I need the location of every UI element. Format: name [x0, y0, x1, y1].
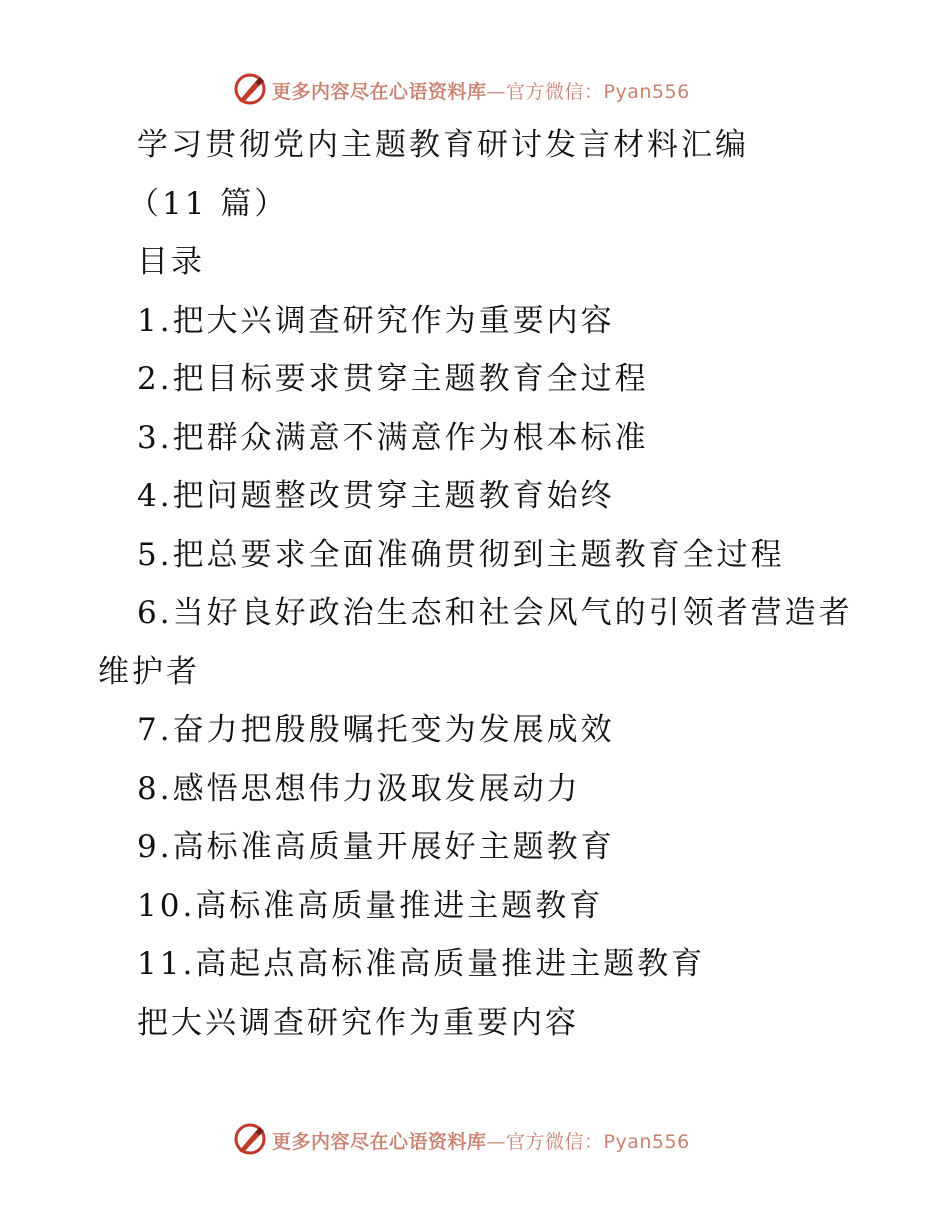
toc-item: 2.把目标要求贯穿主题教育全过程 [137, 361, 649, 397]
toc-item: 4.把问题整改贯穿主题教育始终 [137, 478, 615, 514]
banner-wechat-id: Pyan556 [603, 1131, 690, 1153]
footer-banner [0, 1120, 950, 1160]
banner-text [272, 1127, 690, 1154]
banner-main-text: 更多内容尽在心语资料库 [272, 1131, 487, 1153]
banner-separator: — [486, 81, 507, 103]
header-banner [0, 70, 950, 110]
pen-logo-icon [233, 1122, 267, 1156]
document-title: 学习贯彻党内主题教育研讨发言材料汇编 [137, 127, 749, 163]
toc-item: 11.高起点高标准高质量推进主题教育 [137, 946, 706, 982]
toc-heading: 目录 [137, 244, 205, 280]
banner-wechat-label: 官方微信： [506, 81, 604, 103]
toc-item: 8.感悟思想伟力汲取发展动力 [137, 771, 581, 807]
banner-wechat-label: 官方微信： [506, 1131, 604, 1153]
banner-main-text: 更多内容尽在心语资料库 [272, 81, 487, 103]
toc-item-continuation: 维护者 [98, 654, 200, 690]
banner-separator: — [486, 1131, 507, 1153]
banner-wechat-id: Pyan556 [603, 81, 690, 103]
pen-logo-icon [233, 72, 267, 106]
section-heading: 把大兴调查研究作为重要内容 [137, 1005, 579, 1041]
toc-item: 3.把群众满意不满意作为根本标准 [137, 420, 649, 456]
toc-item: 1.把大兴调查研究作为重要内容 [137, 303, 615, 339]
toc-item: 7.奋力把殷殷嘱托变为发展成效 [137, 712, 615, 748]
toc-item: 6.当好良好政治生态和社会风气的引领者营造者 [137, 595, 853, 631]
document-count: （11 篇） [128, 186, 289, 222]
banner-text [272, 77, 690, 104]
toc-item: 5.把总要求全面准确贯彻到主题教育全过程 [137, 537, 785, 573]
toc-item: 10.高标准高质量推进主题教育 [137, 888, 604, 924]
toc-item: 9.高标准高质量开展好主题教育 [137, 829, 615, 865]
